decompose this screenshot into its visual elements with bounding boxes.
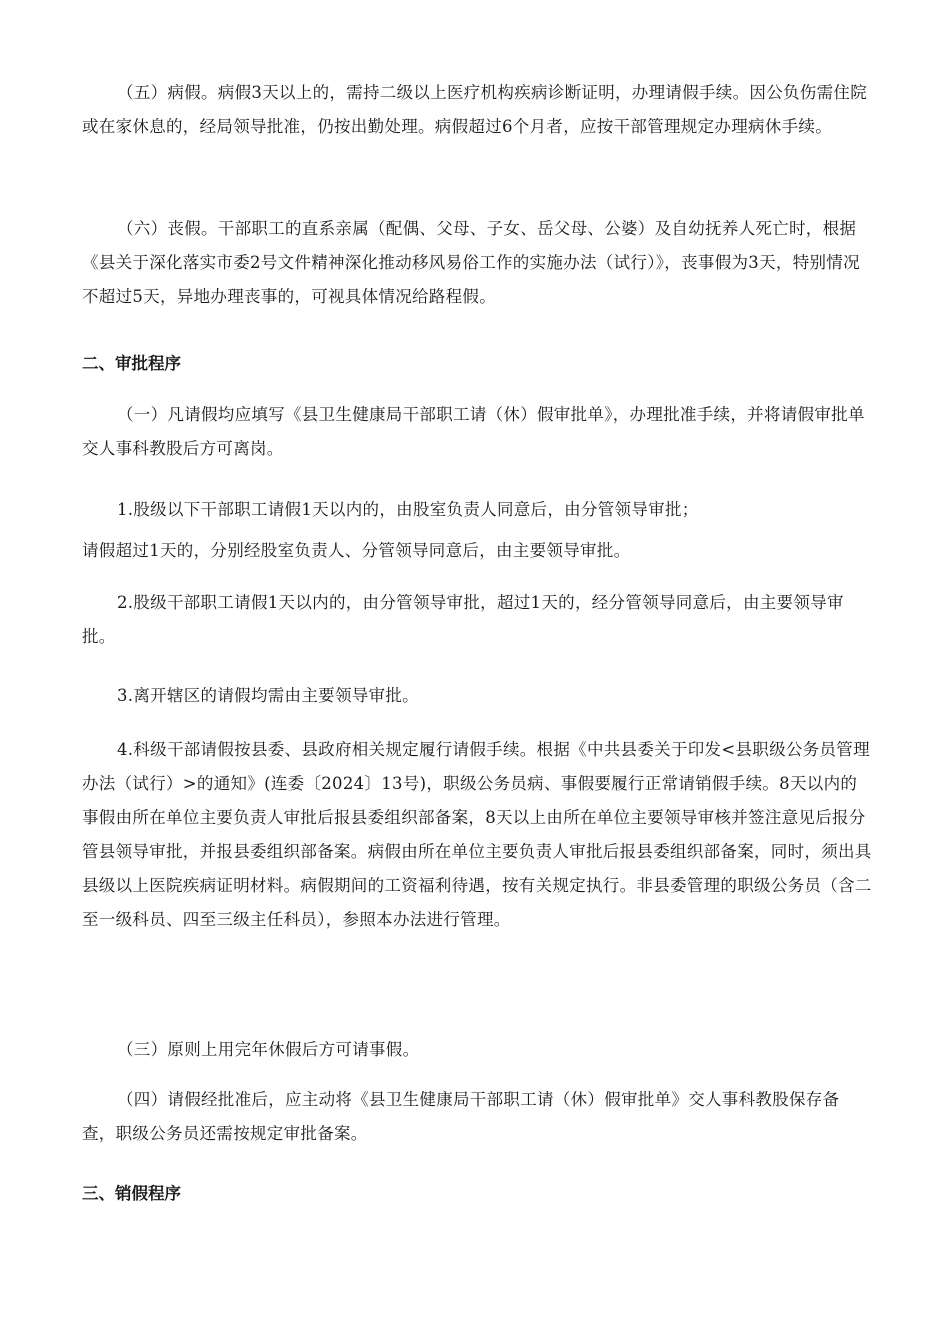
heading-leave-cancellation: 三、销假程序 xyxy=(82,1184,181,1203)
list-item-approval-1-line1: 1.股级以下干部职工请假1天以内的，由股室负责人同意后，由分管领导审批； xyxy=(117,500,699,519)
paragraph-approval-4: （四）请假经批准后，应主动将《县卫生健康局干部职工请（休）假审批单》交人事科教股保存备查，职级公务员还需按规定审批备案。 xyxy=(82,1090,840,1143)
paragraph-sick-leave: （五）病假。病假3天以上的，需持二级以上医疗机构疾病诊断证明，办理请假手续。因公负伤需住院或在家休息的，经局领导批准，仍按出勤处理。病假超过6个月者，应按干部管理规定办理病休手续。 xyxy=(82,83,867,136)
paragraph-funeral-leave: （六）丧假。干部职工的直系亲属（配偶、父母、子女、岳父母、公婆）及自幼抚养人死亡时，根据《县关于深化落实市委2号文件精神深化推动移风易俗工作的实施办法（试行）》，丧事假为3天，特别情况不超过5天，异地办理丧事的，可视具体情况给路程假。 xyxy=(82,219,860,306)
list-item-approval-4: 4.科级干部请假按县委、县政府相关规定履行请假手续。根据《中共县委关于印发<县职级公务员管理办法（试行）>的通知》(连委〔2024〕13号)，职级公务员病、事假要履行正常请销假手续。8天以内的事假由所在单位主要负责人审批后报县委组织部备案，8天以上由所在单位主要领导审核并签注意见后报分管县领导审批，并报县委组织部备案。病假由所在单位主要负责人审批后报县委组织部备案，同时，须出具县级以上医院疾病证明材料。病假期间的工资福利待遇，按有关规定执行。非县委管理的职级公务员（含二至一级科员、四至三级主任科员），参照本办法进行管理。 xyxy=(82,740,872,929)
paragraph-approval-1: （一）凡请假均应填写《县卫生健康局干部职工请（休）假审批单》，办理批准手续，并将请假审批单交人事科教股后方可离岗。 xyxy=(82,405,865,458)
list-item-approval-2: 2.股级干部职工请假1天以内的，由分管领导审批，超过1天的，经分管领导同意后，由主要领导审批。 xyxy=(82,593,844,646)
list-item-approval-3: 3.离开辖区的请假均需由主要领导审批。 xyxy=(117,686,419,705)
list-item-approval-1-line2: 请假超过1天的，分别经股室负责人、分管领导同意后，由主要领导审批。 xyxy=(82,541,631,560)
paragraph-approval-3: （三）原则上用完年休假后方可请事假。 xyxy=(117,1040,420,1059)
heading-approval-procedure: 二、审批程序 xyxy=(82,354,181,373)
